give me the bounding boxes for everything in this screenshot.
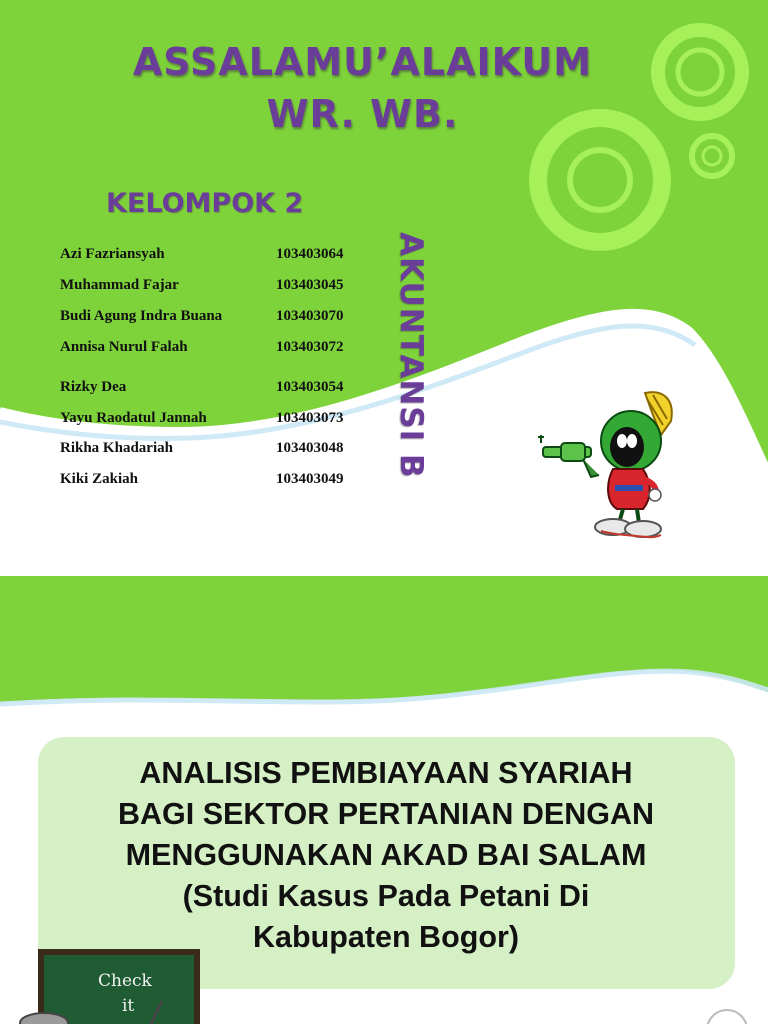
topic-line-4: (Studi Kasus Pada Petani Di: [182, 879, 590, 913]
member-row: [60, 471, 360, 491]
member-name: Kiki Zakiah: [60, 471, 138, 487]
member-id: 103403045: [276, 277, 344, 293]
member-row: [60, 339, 360, 359]
member-row: [60, 410, 360, 430]
member-id: 103403049: [276, 471, 344, 487]
group-title: KELOMPOK 2: [106, 188, 304, 219]
member-name: Yayu Raodatul Jannah: [60, 410, 207, 426]
member-id: 103403048: [276, 440, 344, 456]
member-row: [60, 379, 360, 399]
member-row: [60, 277, 360, 297]
corner-ring-icon: [695, 1006, 755, 1024]
member-id: 103403064: [276, 246, 344, 262]
topic-line-5: Kabupaten Bogor): [252, 920, 519, 954]
member-name: Annisa Nurul Falah: [60, 339, 188, 355]
member-name: Azi Fazriansyah: [60, 246, 165, 262]
member-name: Rikha Khadariah: [60, 440, 173, 456]
topic-slide: [0, 576, 768, 1024]
member-row: [60, 308, 360, 328]
greeting-line-2: WR. WB.: [266, 92, 459, 136]
member-name: Muhammad Fajar: [60, 277, 179, 293]
chalkboard-text-2: it: [122, 996, 135, 1016]
chalkboard-icon: [0, 941, 210, 1024]
member-row: [60, 440, 360, 460]
member-name: Budi Agung Indra Buana: [60, 308, 223, 324]
member-id: 103403072: [276, 339, 344, 355]
class-label: AKUNTANSI B: [393, 232, 429, 479]
marvin-martian-icon: [535, 385, 675, 545]
member-id: 103403054: [276, 379, 344, 395]
chalkboard-text-1: Check: [98, 971, 152, 991]
member-id: 103403070: [276, 308, 344, 324]
member-row: [60, 246, 360, 266]
topic-line-3: MENGGUNAKAN AKAD BAI SALAM: [125, 838, 647, 872]
topic-line-2: BAGI SEKTOR PERTANIAN DENGAN: [117, 797, 655, 831]
greeting-line-1: ASSALAMU’ALAIKUM: [132, 40, 593, 84]
member-id: 103403073: [276, 410, 344, 426]
topic-line-1: ANALISIS PEMBIAYAAN SYARIAH: [139, 756, 633, 790]
member-name: Rizky Dea: [60, 379, 127, 395]
